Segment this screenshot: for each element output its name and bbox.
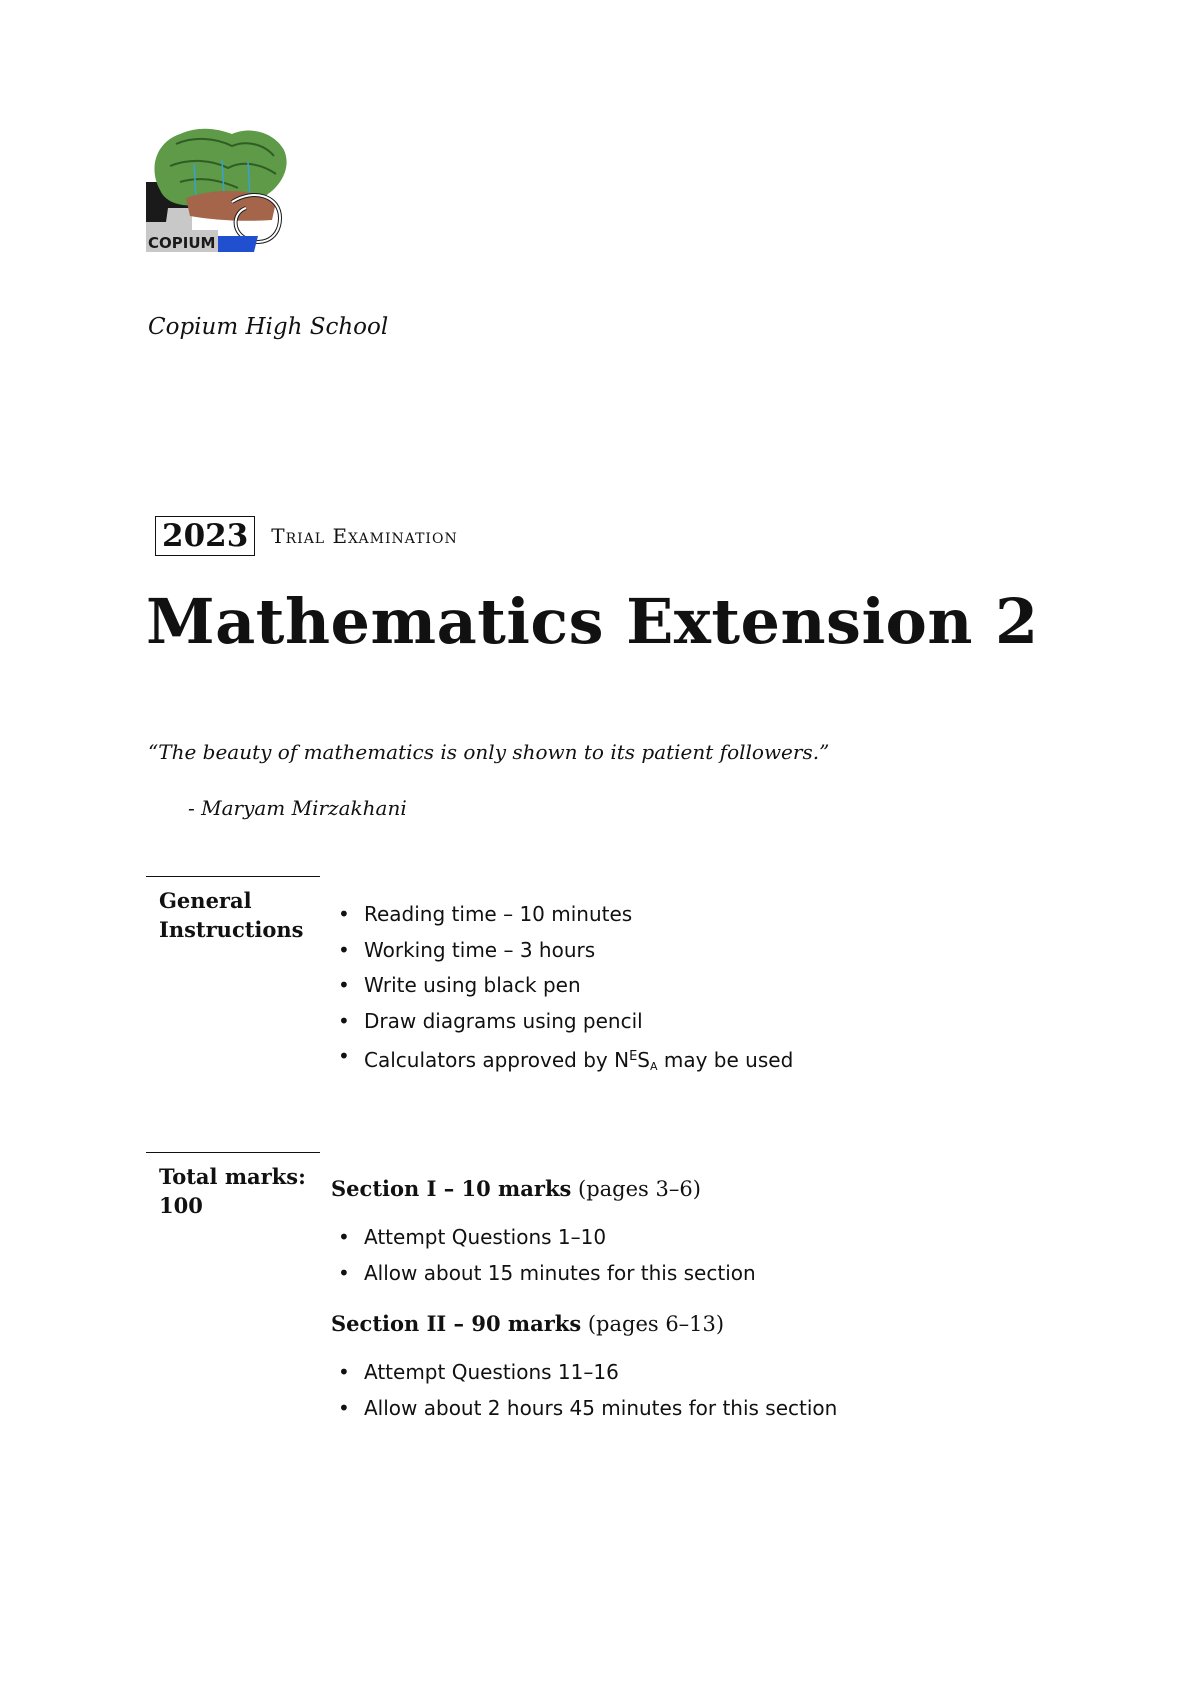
list-item: • Working time – 3 hours: [334, 933, 793, 969]
quote-author: - Maryam Mirzakhani: [188, 796, 407, 820]
exam-type-label: Trial Examination: [271, 524, 458, 548]
general-instructions-label: General Instructions: [159, 888, 304, 942]
school-name: Copium High School: [148, 314, 389, 340]
exam-subject-title: Mathematics Extension 2: [146, 585, 1039, 658]
school-logo: [146, 124, 290, 264]
list-item: • Write using black pen: [334, 968, 793, 1004]
section-1-list: [334, 1220, 756, 1291]
divider-rule: [146, 1152, 320, 1153]
list-item: • Allow about 15 minutes for this section: [334, 1256, 756, 1292]
nesa-logo-text: $N^ES_A$: [614, 1048, 658, 1073]
logo-text: COPIUM: [148, 234, 216, 252]
quote-text: “The beauty of mathematics is only shown to its patient followers.”: [148, 740, 830, 764]
list-item: • Attempt Questions 11–16: [334, 1355, 837, 1391]
section-2-list: [334, 1355, 837, 1426]
section-2-heading: Section II – 90 marks (pages 6–13): [331, 1311, 725, 1336]
exam-heading: [155, 516, 458, 556]
list-item: • Allow about 2 hours 45 minutes for this section: [334, 1391, 837, 1427]
divider-rule: [146, 876, 320, 877]
section-1-heading: Section I – 10 marks (pages 3–6): [331, 1176, 701, 1201]
list-item: • Draw diagrams using pencil: [334, 1004, 793, 1040]
copium-logo-image: [146, 124, 290, 264]
list-item: • Reading time – 10 minutes: [334, 897, 793, 933]
exam-year-box: 2023: [155, 516, 255, 556]
total-marks-label: Total marks: 100: [159, 1164, 306, 1218]
list-item-calculators: • Calculators approved by $N^ES_A$ may be used: [334, 1039, 793, 1075]
list-item: • Attempt Questions 1–10: [334, 1220, 756, 1256]
general-instructions-list: [334, 897, 793, 1075]
